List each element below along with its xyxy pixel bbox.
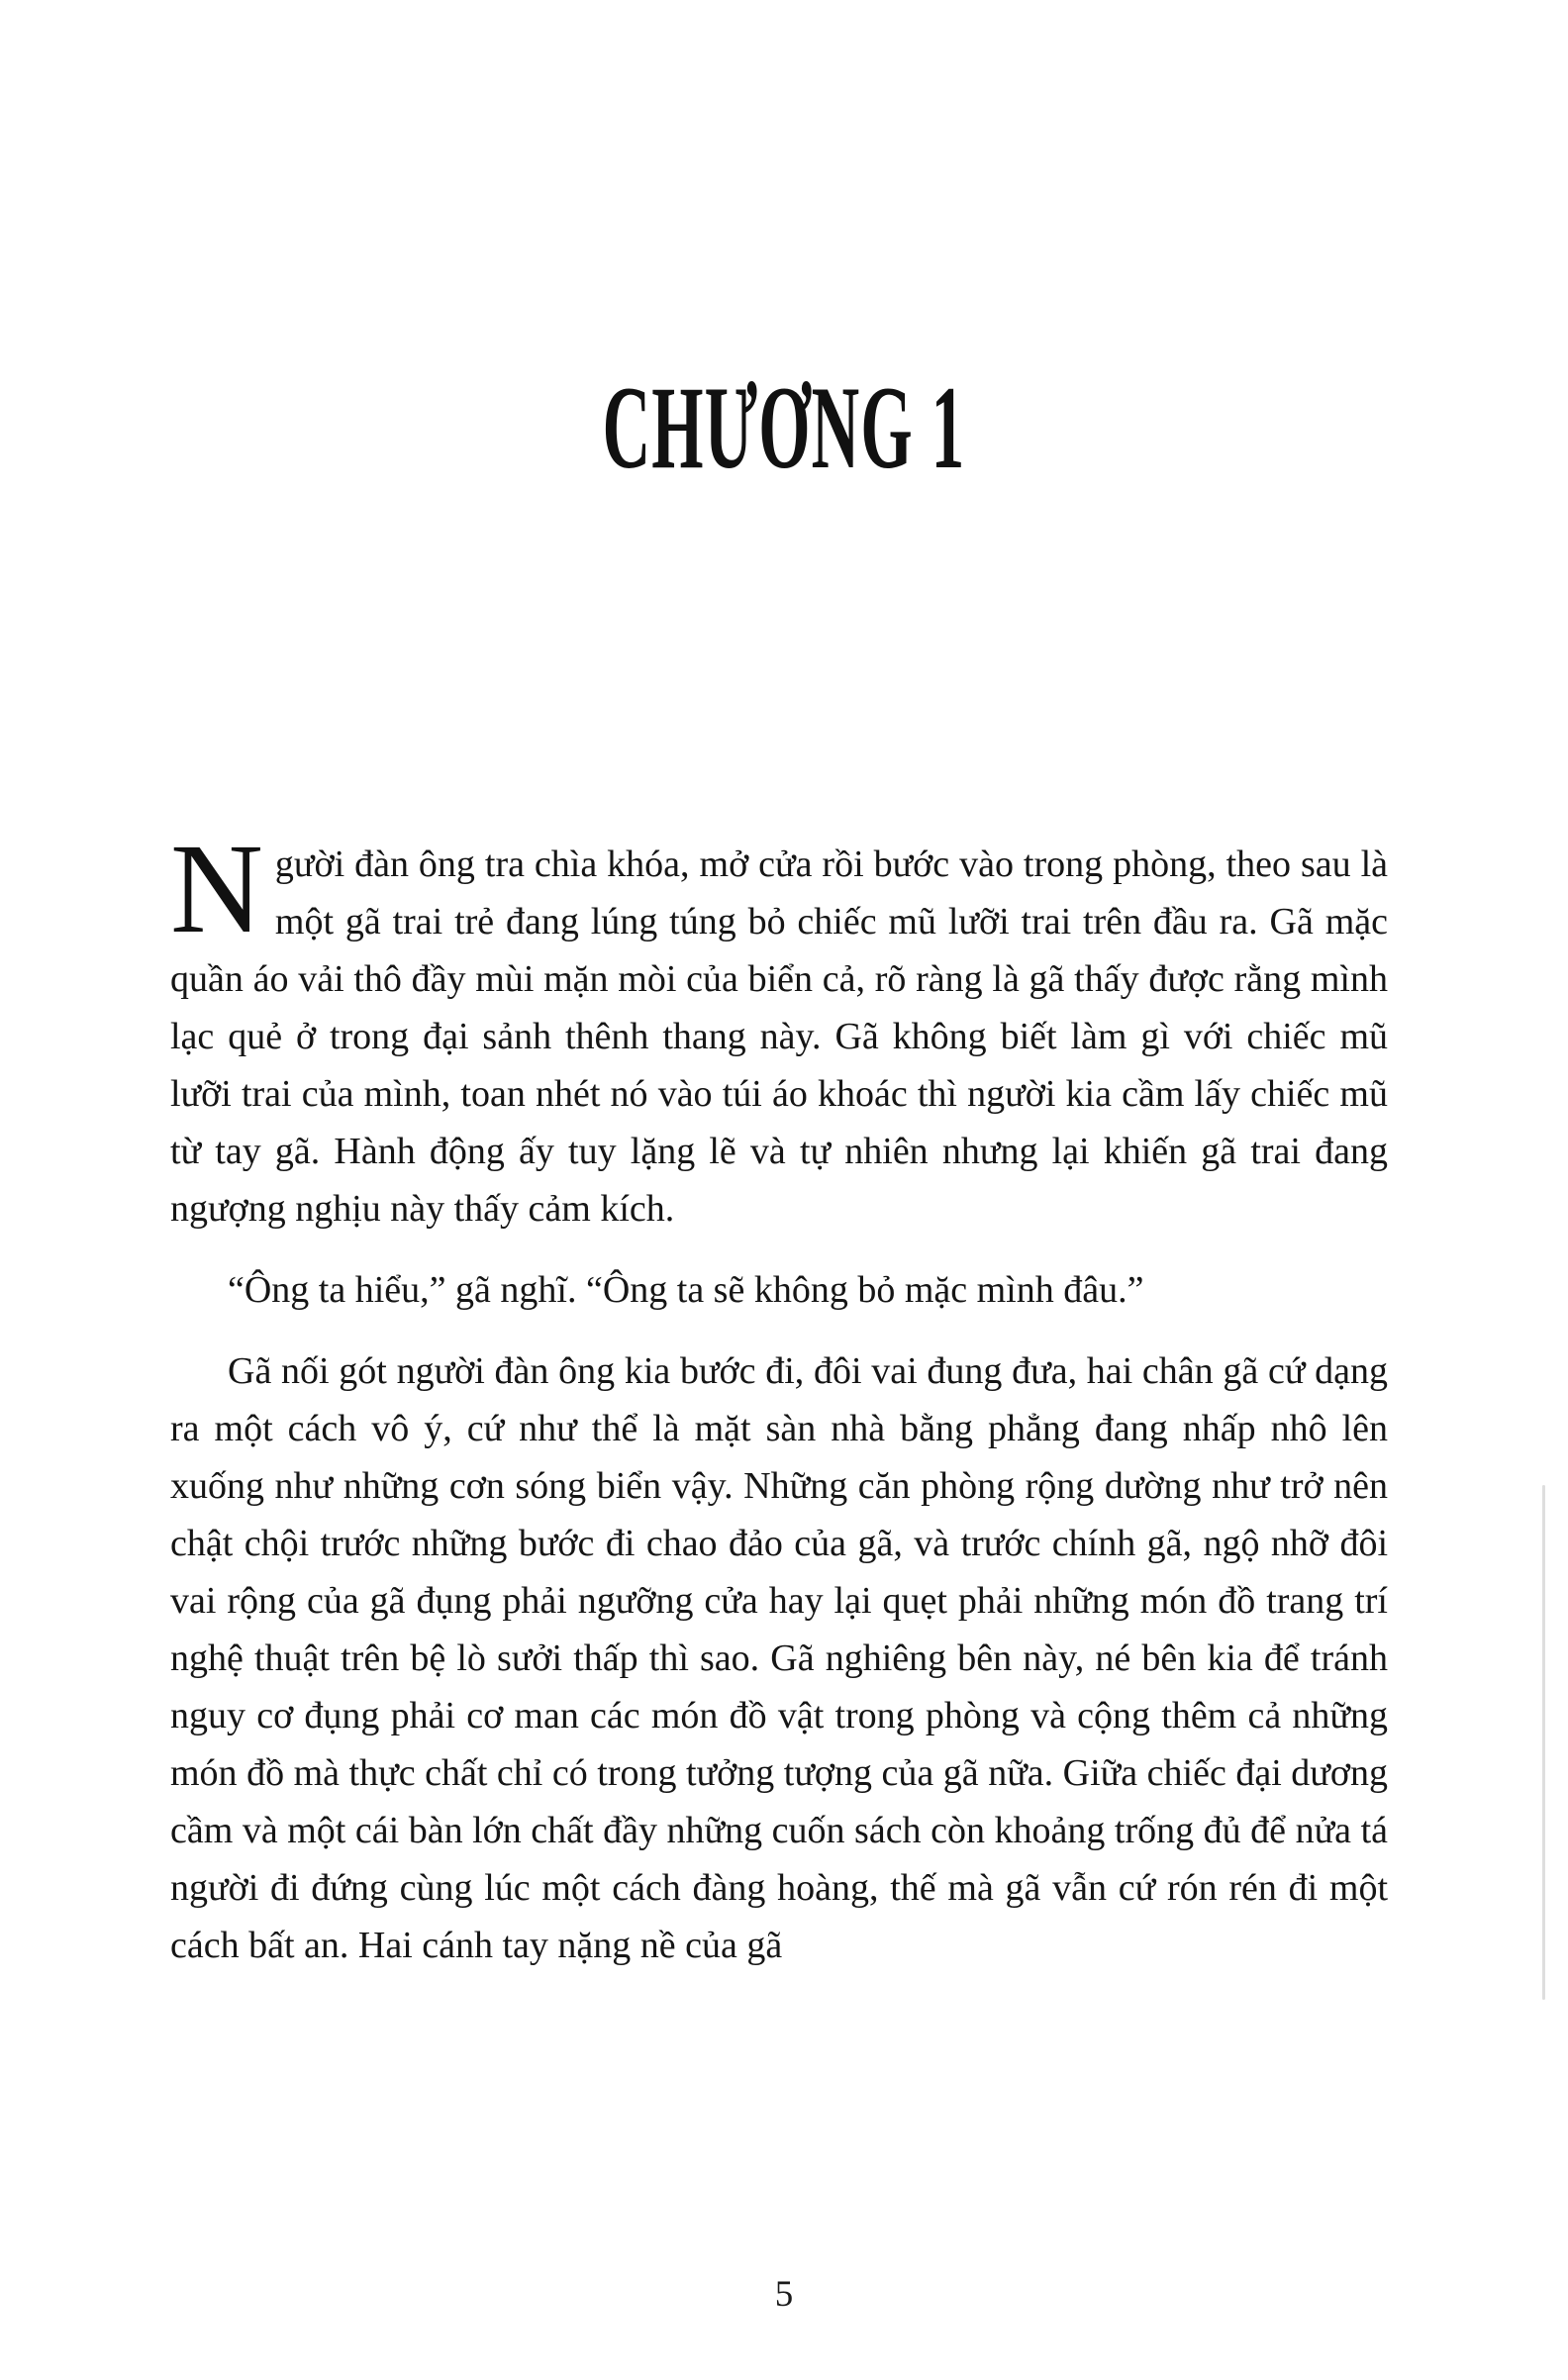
page-edge-scan-artifact bbox=[1542, 1485, 1545, 2000]
paragraph-text: gười đàn ông tra chìa khóa, mở cửa rồi bước vào trong phòng, theo sau là một gã trai trẻ đang lúng túng bỏ chiếc mũ lưỡi trai trên đầu ra. Gã mặc quần áo vải thô đầy mùi mặn mòi của biển cả, rõ ràng là gã thấy được rằng mình lạc quẻ ở trong đại sảnh thênh thang này. Gã không biết làm gì với chiếc mũ lưỡi trai của mình, toan nhét nó vào túi áo khoác thì người kia cầm lấy chiếc mũ từ tay gã. Hành động ấy tuy lặng lẽ và tự nhiên nhưng lại khiến gã trai đang ngượng nghịu này thấy cảm kích. bbox=[170, 843, 1388, 1230]
paragraph bbox=[170, 1261, 1388, 1319]
paragraph bbox=[170, 818, 1388, 1238]
body-text-block bbox=[170, 818, 1388, 1974]
chapter-title: CHƯƠNG 1 bbox=[602, 361, 966, 493]
drop-cap: N bbox=[170, 818, 263, 960]
paragraph-text: “Ông ta hiểu,” gã nghĩ. “Ông ta sẽ không bỏ mặc mình đâu.” bbox=[228, 1269, 1144, 1311]
page-number: 5 bbox=[774, 2274, 794, 2315]
paragraph bbox=[170, 1342, 1388, 1974]
paragraph-text: Gã nối gót người đàn ông kia bước đi, đôi vai đung đưa, hai chân gã cứ dạng ra một cách vô ý, cứ như thể là mặt sàn nhà bằng phẳng đang nhấp nhô lên xuống như những cơn sóng biển vậy. Những căn phòng rộng dường như trở nên chật chội trước những bước đi chao đảo của gã, và trước chính gã, ngộ nhỡ đôi vai rộng của gã đụng phải ngưỡng cửa hay lại quẹt phải những món đồ trang trí nghệ thuật trên bệ lò sưởi thấp thì sao. Gã nghiêng bên này, né bên kia để tránh nguy cơ đụng phải cơ man các món đồ vật trong phòng và cộng thêm cả những món đồ mà thực chất chỉ có trong tưởng tượng của gã nữa. Giữa chiếc đại dương cầm và một cái bàn lớn chất đầy những cuốn sách còn khoảng trống đủ để nửa tá người đi đứng cùng lúc một cách đàng hoàng, thế mà gã vẫn cứ rón rén đi một cách bất an. Hai cánh tay nặng nề của gã bbox=[170, 1350, 1388, 1966]
